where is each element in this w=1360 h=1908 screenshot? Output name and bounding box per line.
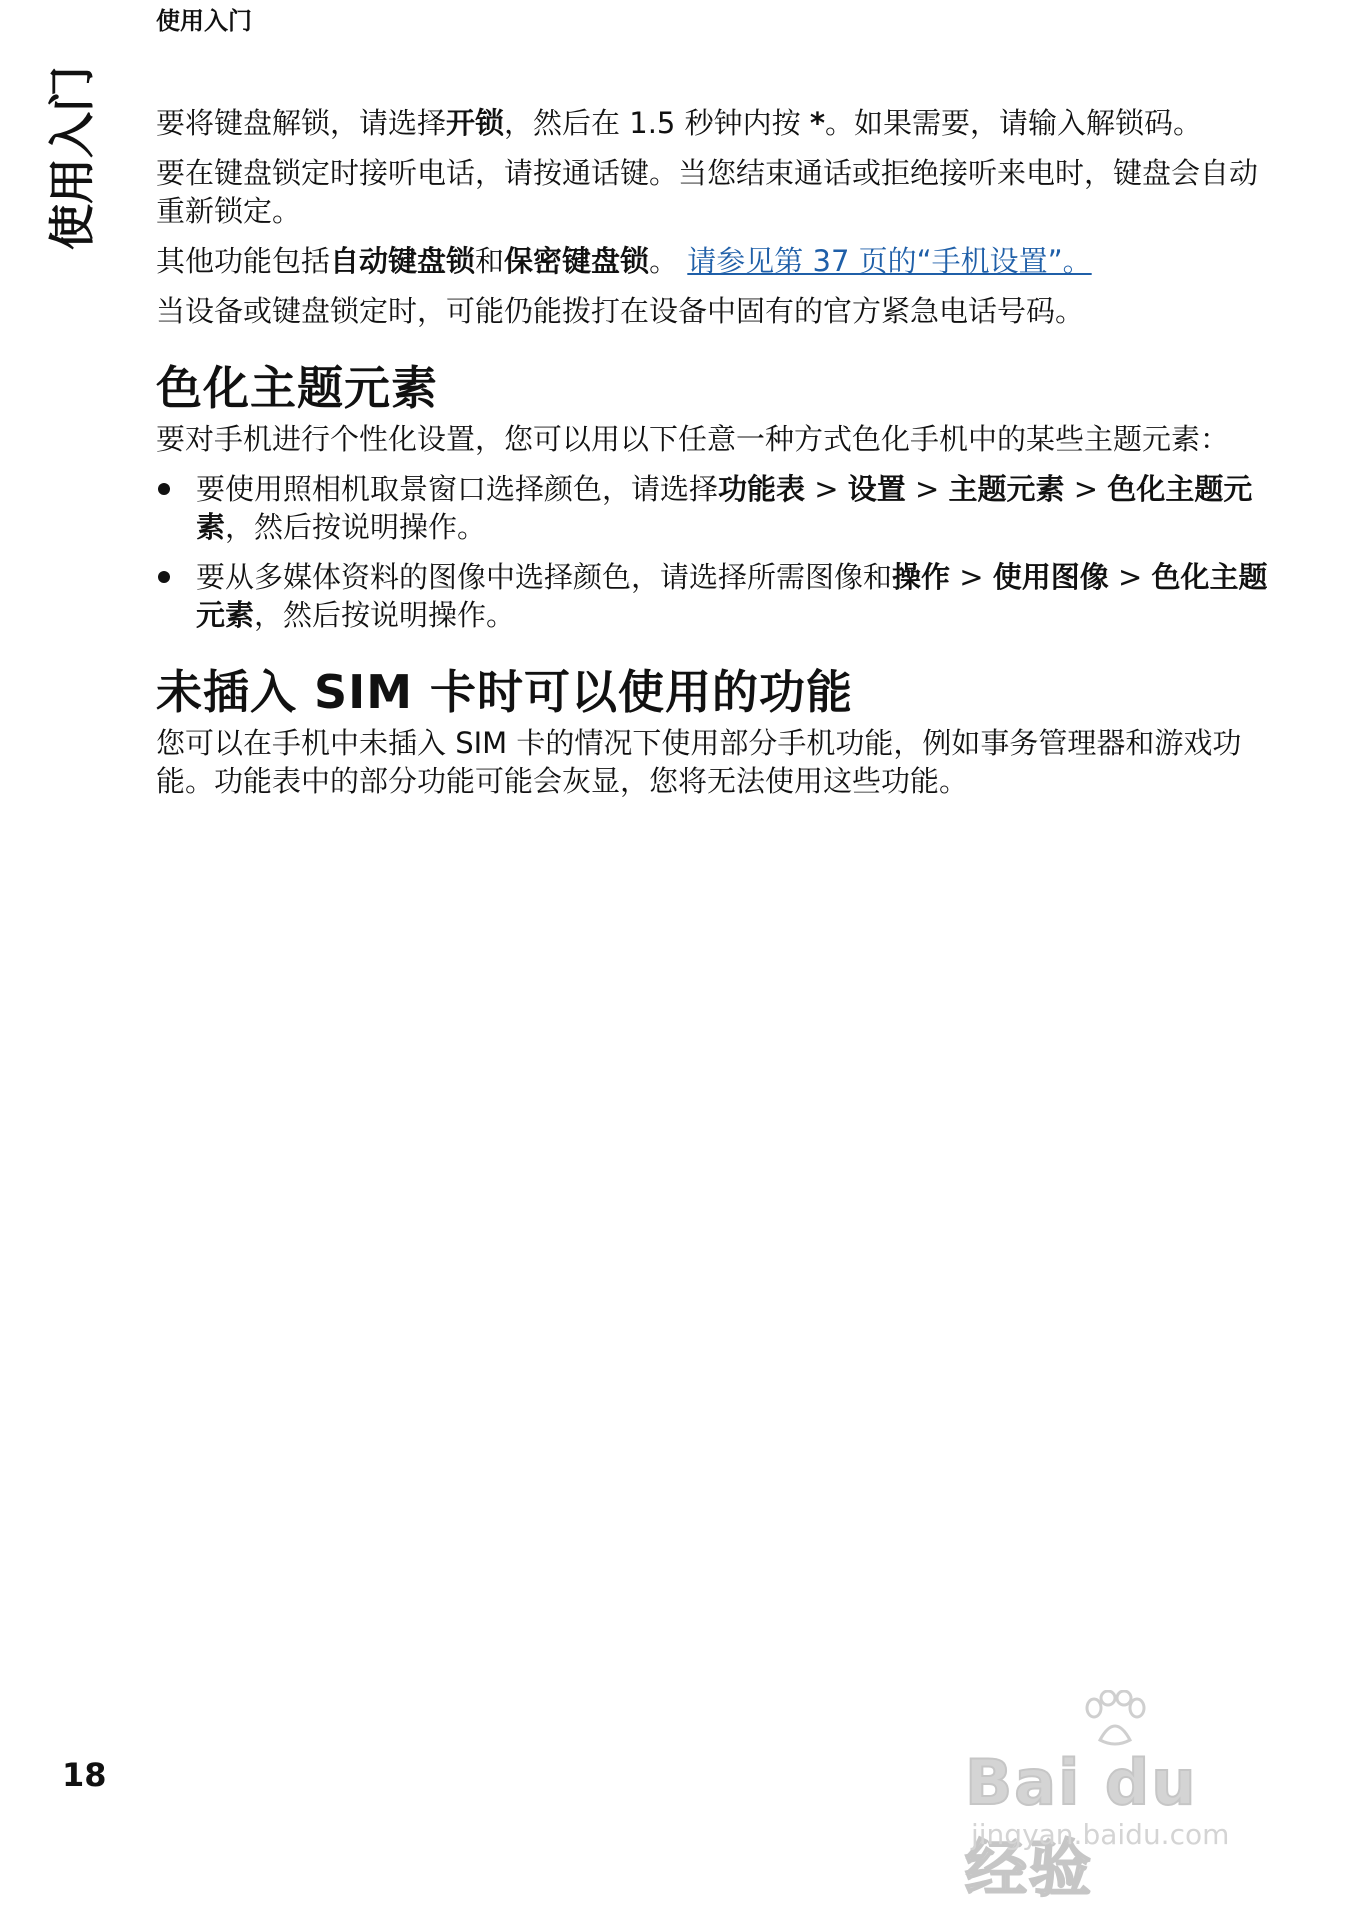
watermark-url: jingyan.baidu.com — [971, 1818, 1230, 1851]
menu-term: 主题元素 — [948, 472, 1065, 506]
menu-term: 色化主题元素 — [196, 472, 1253, 544]
path-separator: > — [905, 472, 949, 506]
page-content — [156, 104, 1284, 812]
bullet-icon — [158, 483, 170, 495]
list-item — [156, 470, 1284, 546]
menu-term: 使用图像 — [992, 560, 1109, 594]
menu-term-security-keyguard: 保密键盘锁 — [504, 244, 650, 278]
watermark-brand: Bai du 经验 — [965, 1746, 1198, 1905]
menu-term: 设置 — [847, 472, 906, 506]
text: 要将键盘解锁，请选择 — [156, 106, 447, 140]
page-number: 18 — [62, 1756, 107, 1794]
running-header: 使用入门 — [156, 7, 252, 35]
text: 和 — [475, 244, 505, 278]
paw-logo-icon — [1080, 1690, 1150, 1750]
list-item — [156, 558, 1284, 634]
menu-term-auto-keyguard: 自动键盘锁 — [330, 244, 476, 278]
text: ，然后按说明操作。 — [225, 510, 487, 544]
bullet-icon — [158, 571, 170, 583]
menu-term: 色化主题元素 — [196, 560, 1268, 632]
answer-while-locked-paragraph: 要在键盘锁定时接听电话，请按通话键。当您结束通话或拒绝接听来电时，键盘会自动重新锁定。 — [156, 156, 1259, 228]
section-heading-no-sim: 未插入 SIM 卡时可以使用的功能 — [156, 665, 854, 719]
menu-term: 功能表 — [718, 472, 806, 506]
side-chapter-tab: 使用入门 — [45, 66, 99, 250]
other-features-paragraph — [156, 242, 1284, 280]
text: 。 — [649, 244, 679, 278]
path-separator: > — [950, 560, 993, 594]
text: 其他功能包括 — [156, 244, 331, 278]
keypad-unlock-paragraph — [156, 104, 1284, 142]
text: 要使用照相机取景窗口选择颜色，请选择 — [196, 472, 719, 506]
emergency-call-paragraph: 当设备或键盘锁定时，可能仍能拨打在设备中固有的官方紧急电话号码。 — [156, 294, 1085, 328]
text: 要从多媒体资料的图像中选择颜色，请选择所需图像和 — [196, 560, 893, 594]
themes-intro: 要对手机进行个性化设置，您可以用以下任意一种方式色化手机中的某些主题元素： — [156, 422, 1230, 456]
path-separator: > — [1064, 472, 1108, 506]
key-star: * — [809, 106, 825, 140]
text: ，然后按说明操作。 — [254, 598, 516, 632]
themes-bullet-list — [156, 470, 1284, 634]
section-heading-themes: 色化主题元素 — [156, 361, 438, 415]
text: ，然后在 1.5 秒钟内按 — [504, 106, 810, 140]
menu-term-unlock: 开锁 — [446, 106, 505, 140]
path-separator: > — [1108, 560, 1152, 594]
path-separator: > — [805, 472, 848, 506]
no-sim-body: 您可以在手机中未插入 SIM 卡的情况下使用部分手机功能，例如事务管理器和游戏功能。功能表中的部分功能可能会灰显，您将无法使用这些功能。 — [156, 726, 1242, 798]
text: 。如果需要，请输入解锁码。 — [824, 106, 1202, 140]
phone-settings-link[interactable]: 请参见第 37 页的“手机设置”。 — [687, 244, 1092, 278]
menu-term: 操作 — [892, 560, 951, 594]
baidu-watermark — [965, 1690, 1285, 1905]
